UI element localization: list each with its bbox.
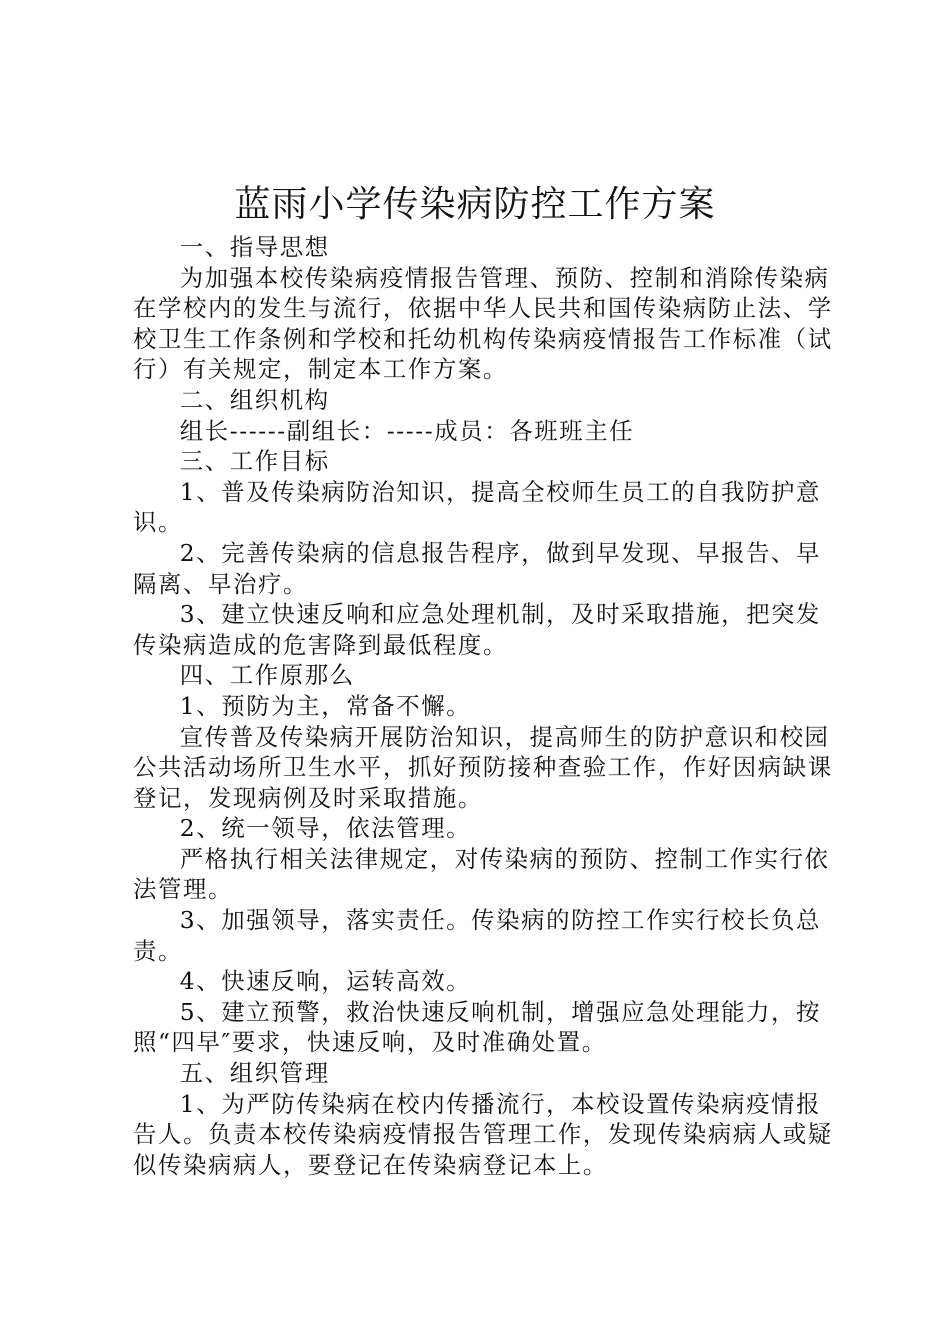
paragraph-goal-3: 3、建立快速反响和应急处理机制，及时采取措施，把突发传染病造成的危害降到最低程度。 <box>133 600 822 659</box>
paragraph-principle-1: 1、预防为主，常备不懈。 <box>179 691 472 720</box>
section-heading-principles: 四、工作原那么 <box>179 661 355 690</box>
paragraph-principle-2: 2、统一领导，依法管理。 <box>179 814 472 843</box>
paragraph-management-1: 1、为严防传染病在校内传播流行，本校设置传染病疫情报告人。负责本校传染病疫情报告管理工作，发现传染病病人或疑似传染病病人，要登记在传染病登记本上。 <box>133 1089 833 1179</box>
section-heading-organization: 二、组织机构 <box>179 385 330 414</box>
paragraph-goal-1: 1、普及传染病防治知识，提高全校师生员工的自我防护意识。 <box>133 477 822 537</box>
document-title: 蓝雨小学传染病防控工作方案 <box>234 184 716 225</box>
paragraph-principle-4: 4、快速反响，运转高效。 <box>179 967 472 996</box>
paragraph-principle-5: 5、建立预警，救治快速反响机制，增强应急处理能力，按照“四早″要求，快速反响，及时准确处置。 <box>133 997 822 1057</box>
document-body <box>133 232 833 1180</box>
paragraph-goal-2: 2、完善传染病的信息报告程序，做到早发现、早报告、早隔离、早治疗。 <box>133 538 822 598</box>
paragraph-members: 组长------副组长：-----成员：各班班主任 <box>179 416 635 445</box>
paragraph-principle-2-detail: 严格执行相关法律规定，对传染病的预防、控制工作实行依法管理。 <box>133 844 830 904</box>
paragraph-principle-1-detail: 宣传普及传染病开展防治知识，提高师生的防护意识和校园公共活动场所卫生水平，抓好预防接种查验工作，作好因病缺课登记，发现病例及时采取措施。 <box>133 722 833 812</box>
paragraph-principle-3: 3、加强领导，落实责任。传染病的防控工作实行校长负总责。 <box>133 906 822 965</box>
section-heading-guiding-ideology: 一、指导思想 <box>179 233 330 261</box>
paragraph-purpose: 为加强本校传染病疫情报告管理、预防、控制和消除传染病在学校内的发生与流行，依据中华人民共和国传染病防止法、学校卫生工作条例和学校和托幼机构传染病疫情报告工作标准（试行）有关规定，制定本工作方案。 <box>133 263 833 384</box>
section-heading-management: 五、组织管理 <box>179 1059 330 1088</box>
section-heading-goals: 三、工作目标 <box>179 447 330 476</box>
